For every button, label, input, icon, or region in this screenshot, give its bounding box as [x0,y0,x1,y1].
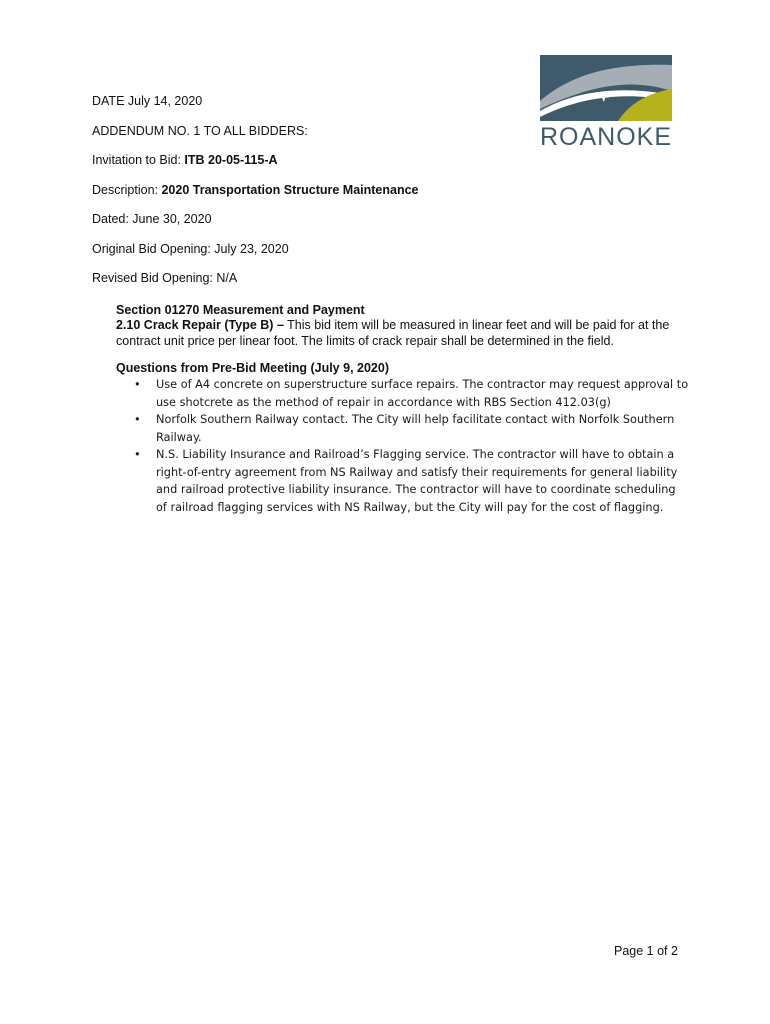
itb-line [92,153,278,167]
page-number: Page 1 of 2 [614,944,678,958]
bullet-icon: • [134,378,141,391]
description-value: 2020 Transportation Structure Maintenance [161,183,419,197]
date-line: DATE July 14, 2020 [92,94,203,108]
bullet-icon: • [134,413,141,426]
list-item: • Use of A4 concrete on superstructure surface repairs. The contractor may request approval to use shotcrete as the method of repair in accordance with RBS Section 412.03(g) [134,378,689,409]
list-item: • Norfolk Southern Railway contact. The City will help facilitate contact with Norfolk Southern Railway. [134,413,675,444]
section-item-text: This bid item will be measured in linear feet and will be paid for at the contract unit price per linear foot. The limits of crack repair shall be determined in the field. [116,318,670,348]
bullet-icon: • [134,448,141,461]
roanoke-logo [540,55,672,152]
description-label: Description: [92,183,162,197]
original-bid-opening-line: Original Bid Opening: July 23, 2020 [92,242,289,256]
section-title: Section 01270 Measurement and Payment [116,303,365,317]
description-line [92,183,419,197]
questions-list [116,376,690,516]
section-item-label: 2.10 Crack Repair (Type B) – [116,318,284,332]
roanoke-logo-text: ROANOKE [540,123,673,151]
roanoke-logo-mark-icon [540,55,672,121]
revised-bid-opening-line: Revised Bid Opening: N/A [92,271,238,285]
itb-label: Invitation to Bid: [92,153,185,167]
section-item [116,317,686,349]
questions-title: Questions from Pre-Bid Meeting (July 9, 2020) [116,361,389,375]
dated-line: Dated: June 30, 2020 [92,212,212,226]
itb-value: ITB 20-05-115-A [184,153,278,167]
list-item: • N.S. Liability Insurance and Railroad’s Flagging service. The contractor will have to obtain a right-of-entry agreement from NS Railway and satisfy their requirements for general liability and railroad protective liability insurance. The contractor will have to coordinate scheduling of railroad flagging services with NS Railway, but the City will pay for the cost of flagging. [134,448,678,514]
addendum-line: ADDENDUM NO. 1 TO ALL BIDDERS: [92,124,308,138]
